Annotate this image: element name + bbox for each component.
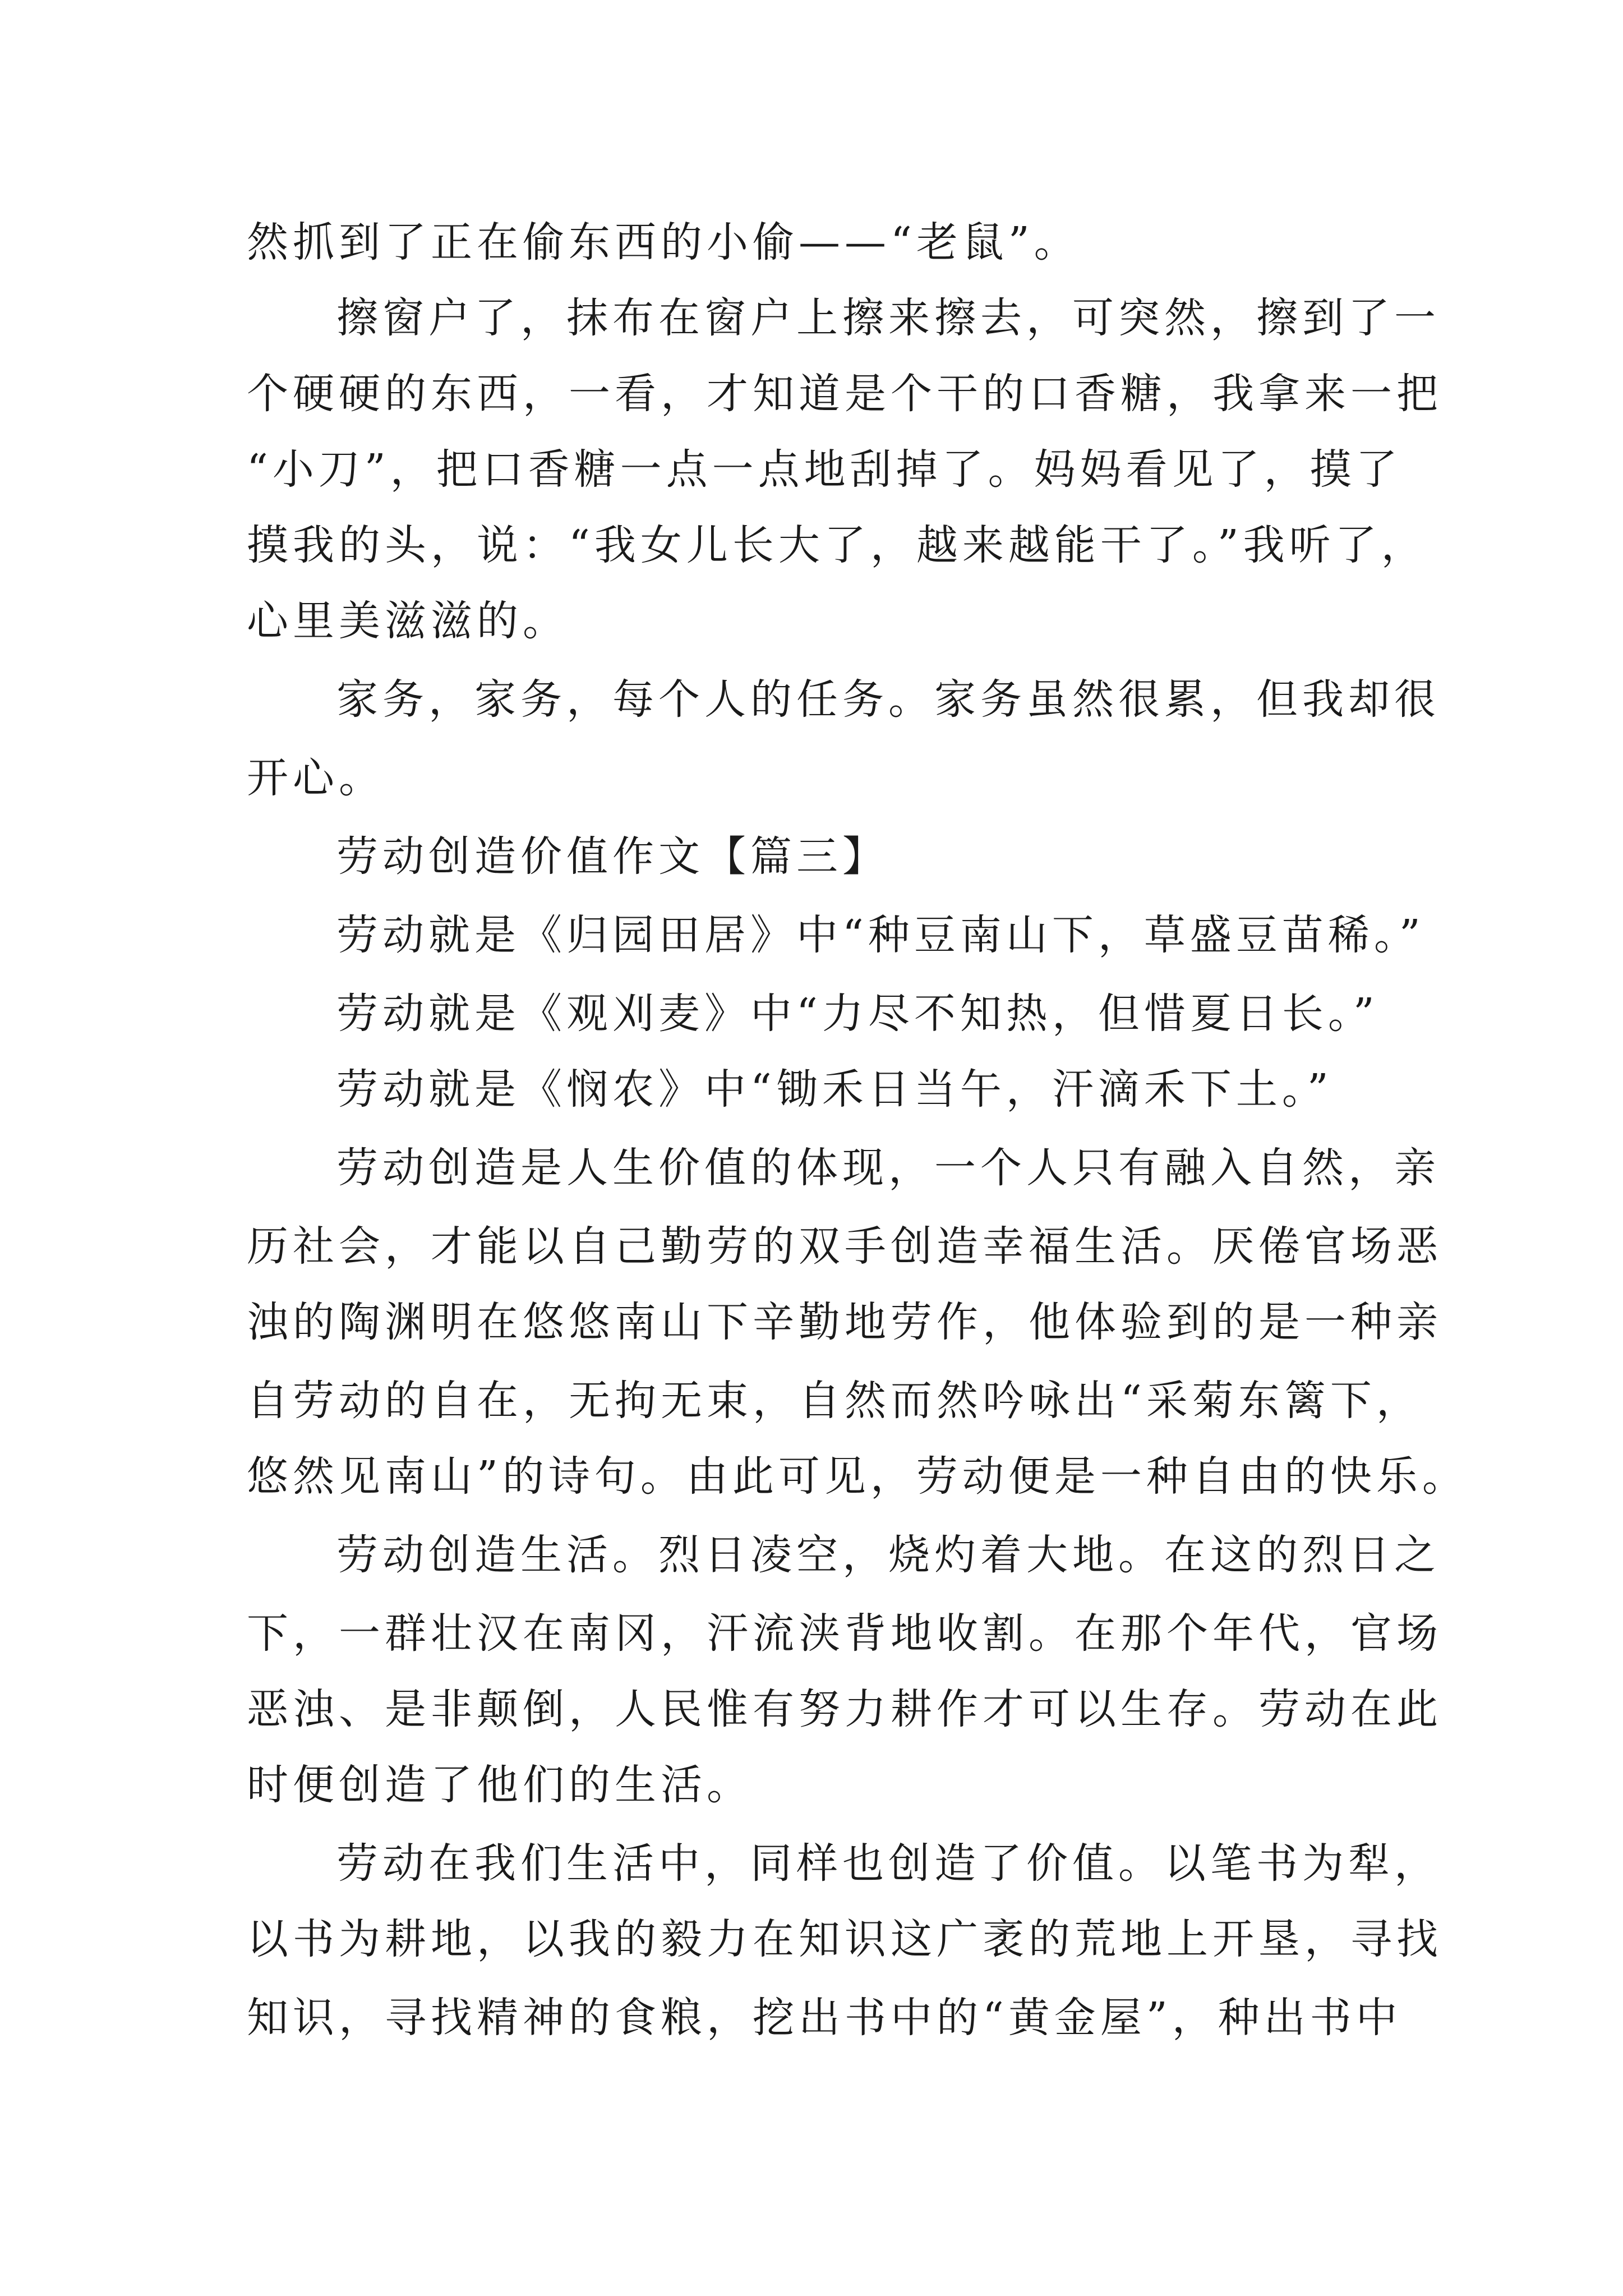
text-line: 下，一群壮汉在南冈，汗流浃背地收割。在那个年代，官场 <box>247 1609 1442 1658</box>
text-line: 然抓到了正在偷东西的小偷——“老鼠”。 <box>247 218 1080 266</box>
text-line: 恶浊、是非颠倒，人民惟有努力耕作才可以生存。劳动在此 <box>247 1685 1442 1733</box>
text-line: 时便创造了他们的生活。 <box>247 1761 753 1809</box>
section-heading: 劳动创造价值作文【篇三】 <box>336 832 888 881</box>
text-line: 知识，寻找精神的食粮，挖出书中的“黄金屋”，种出书中 <box>247 1994 1402 2042</box>
text-line: 心里美滋滋的。 <box>247 597 569 645</box>
text-line: 劳动就是《归园田居》中“种豆南山下，草盛豆苗稀。” <box>336 911 1425 959</box>
text-line: 摸我的头，说：“我女儿长大了，越来越能干了。”我听了， <box>247 521 1427 569</box>
text-line: 劳动就是《观刈麦》中“力尽不知热，但惜夏日长。” <box>336 990 1379 1038</box>
text-line: 个硬硬的东西，一看，才知道是个干的口香糖，我拿来一把 <box>247 370 1442 418</box>
text-line: 劳动就是《悯农》中“锄禾日当午，汗滴禾下土。” <box>336 1065 1333 1114</box>
text-line: 悠然见南山”的诗句。由此可见，劳动便是一种自由的快乐。 <box>247 1452 1468 1501</box>
text-line: 劳动在我们生活中，同样也创造了价值。以笔书为犁， <box>336 1839 1440 1888</box>
text-line: 浊的陶渊明在悠悠南山下辛勤地劳作，他体验到的是一种亲 <box>247 1298 1442 1346</box>
text-line: 开心。 <box>247 754 385 802</box>
text-line: “小刀”，把口香糖一点一点地刮掉了。妈妈看见了，摸了 <box>247 445 1402 494</box>
text-line: 以书为耕地，以我的毅力在知识这广袤的荒地上开垦，寻找 <box>247 1915 1442 1963</box>
text-line: 劳动创造是人生价值的体现，一个人只有融入自然，亲 <box>336 1144 1440 1192</box>
text-line: 劳动创造生活。烈日凌空，烧灼着大地。在这的烈日之 <box>336 1531 1440 1579</box>
text-line: 历社会，才能以自己勤劳的双手创造幸福生活。厌倦官场恶 <box>247 1222 1442 1271</box>
text-line: 家务，家务，每个人的任务。家务虽然很累，但我却很 <box>336 675 1440 724</box>
text-line: 自劳动的自在，无拘无束，自然而然吟咏出“采菊东篱下， <box>247 1377 1422 1425</box>
text-line: 擦窗户了，抹布在窗户上擦来擦去，可突然，擦到了一 <box>336 294 1440 342</box>
